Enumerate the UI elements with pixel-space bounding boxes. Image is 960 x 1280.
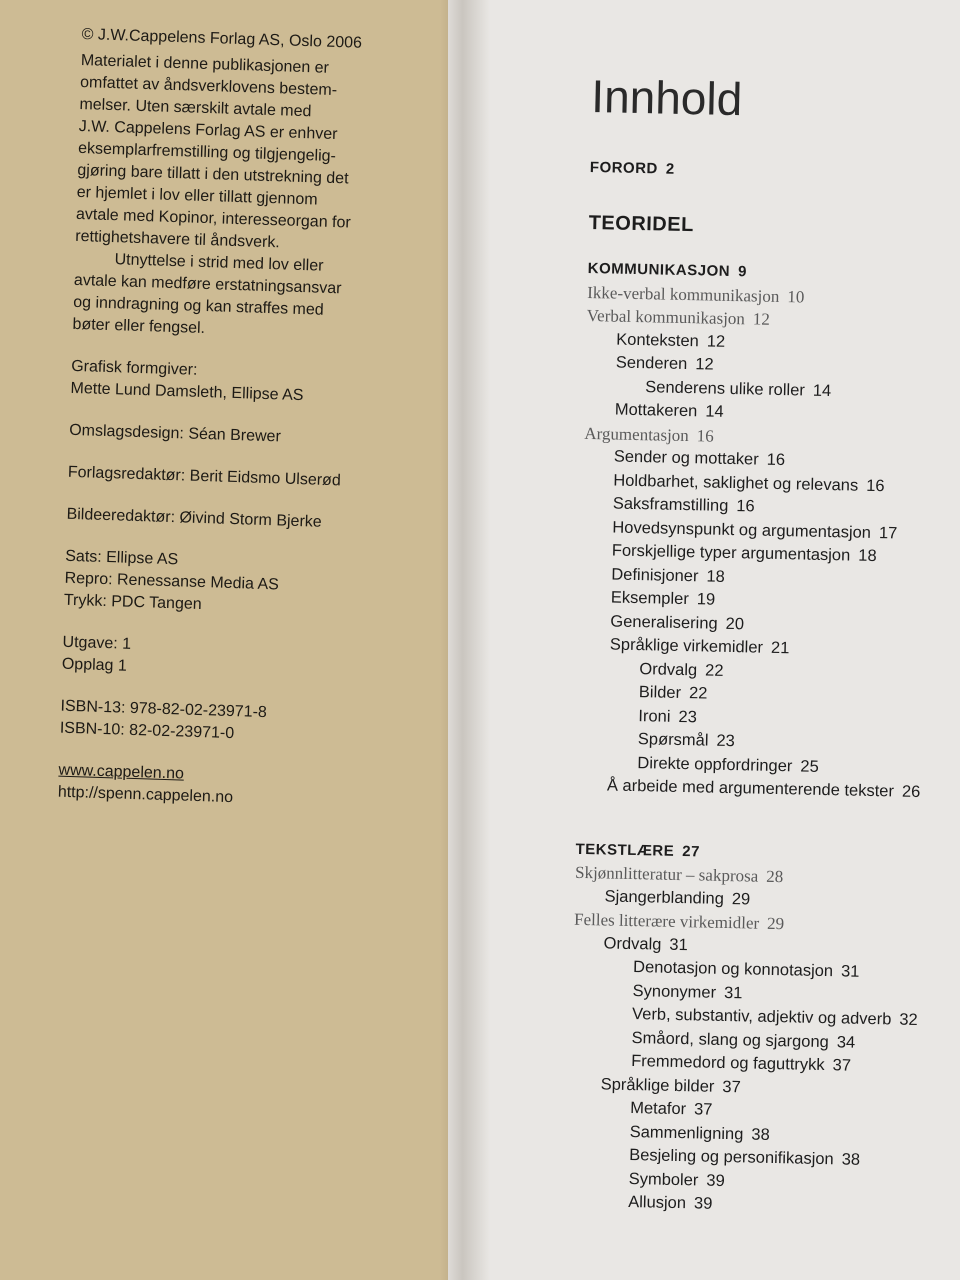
toc-page-number: 12 <box>706 331 726 351</box>
toc-entry-title: Verbal kommunikasjon <box>586 305 746 329</box>
toc-page-number: 37 <box>693 1100 713 1119</box>
toc-entry-title: Denotasjon og konnotasjon <box>632 958 834 981</box>
toc-page-number: 28 <box>766 866 784 887</box>
edition-info <box>62 632 383 686</box>
repro: Repro: Renessanse Media AS <box>64 569 280 594</box>
toc-entry-title: KOMMUNIKASJON <box>587 259 731 280</box>
legal-line: avtale med Kopinor, interesseorgan for <box>75 205 351 232</box>
toc-page-number: 16 <box>696 425 715 446</box>
isbn-13: ISBN-13: 978-82-02-23971-8 <box>60 697 268 722</box>
toc-entry-title: Holdbarhet, saklighet og relevans <box>613 471 859 495</box>
legal-line: og inndragning og kan straffes med <box>72 293 324 319</box>
toc-page-number: 38 <box>841 1150 861 1169</box>
toc-entry-title: Sender og mottaker <box>613 447 759 469</box>
toc-page-number: 27 <box>682 842 701 860</box>
toc-entry-title: Ordvalg <box>639 659 698 679</box>
page-title: Innhold <box>590 69 743 126</box>
toc-entry-title: Spørsmål <box>637 730 709 750</box>
toc-entry-title: Sammenligning <box>629 1122 744 1143</box>
toc-entry-title: Synonymer <box>632 981 717 1002</box>
toc-entry-title: Senderens ulike roller <box>645 377 806 400</box>
toc-entry-title: Konteksten <box>616 330 700 350</box>
toc-entry-title: Mottakeren <box>614 400 698 421</box>
toc-entry-title: Besjeling og personifikasjon <box>629 1146 834 1169</box>
toc-entry <box>588 211 960 243</box>
toc-page-number: 31 <box>840 962 860 981</box>
toc-page-number: 19 <box>696 590 716 609</box>
cover-credit <box>69 420 390 452</box>
toc-entry-title: Skjønnlitteratur – sakprosa <box>574 862 759 886</box>
toc-entry-title: Eksempler <box>610 588 689 609</box>
toc-entry-title: Ikke-verbal kommunikasjon <box>587 282 780 306</box>
toc-entry-title: Sjangerblanding <box>604 886 725 908</box>
isbn-10: ISBN-10: 82-02-23971-0 <box>59 719 235 743</box>
web-links <box>57 760 378 814</box>
toc-entry-title: Ironi <box>638 706 671 726</box>
legal-line: er hjemlet i lov eller tillatt gjennom <box>76 183 318 209</box>
toc-entry-title: TEORIDEL <box>588 211 695 236</box>
legal-line: omfattet av åndsverklovens bestem- <box>79 73 338 100</box>
toc-entry-title: Bilder <box>638 683 682 703</box>
toc-page-number: 14 <box>705 402 724 421</box>
toc-entry-title: Forskjellige typer argumentasjon <box>611 541 851 565</box>
legal-line: Materialet i denne publikasjonen er <box>80 51 330 77</box>
toc-page-number: 29 <box>731 889 751 908</box>
toc-page-number: 20 <box>725 614 745 633</box>
legal-line: Utnyttelse i strid med lov eller <box>114 251 324 275</box>
toc-page-number: 37 <box>722 1077 741 1096</box>
toc-entry-title: Direkte oppfordringer <box>637 753 793 775</box>
legal-line: melser. Uten særskilt avtale med <box>79 95 312 121</box>
toc-page-number: 16 <box>865 476 885 495</box>
toc-page-number: 22 <box>704 661 724 680</box>
toc-entry-title: Å arbeide med argumenterende tekster <box>606 776 895 801</box>
toc-entry-title: Definisjoner <box>611 565 699 585</box>
toc-entry-title: Generalisering <box>610 612 718 633</box>
legal-line: bøter eller fengsel. <box>72 315 206 338</box>
toc-page-number: 37 <box>832 1056 852 1075</box>
designer-credit <box>70 356 391 410</box>
page-gutter <box>440 0 490 1280</box>
toc-entry-title: Fremmedord og faguttrykk <box>630 1052 825 1075</box>
toc-page-number: 23 <box>716 731 736 751</box>
designer-name: Mette Lund Damsleth, Ellipse AS <box>70 379 304 405</box>
toc-page-number: 39 <box>693 1194 713 1213</box>
toc-entry-title: Språklige bilder <box>600 1074 715 1096</box>
toc-page-number: 31 <box>723 983 743 1002</box>
toc-page-number: 22 <box>688 684 708 703</box>
editor-credit <box>68 462 389 494</box>
toc-page-number: 2 <box>665 160 675 178</box>
legal-line: eksemplarfremstilling og tilgjengelig- <box>77 139 337 166</box>
picture-editor: Bildeeredaktør: Øivind Storm Bjerke <box>66 505 322 531</box>
spenn-link[interactable]: http://spenn.cappelen.no <box>57 783 234 807</box>
toc-page-number: 9 <box>737 263 748 281</box>
toc-entry-title: Metafor <box>629 1099 687 1119</box>
imprint-text <box>57 24 401 814</box>
toc-page-number: 12 <box>695 355 714 374</box>
toc-page-number: 32 <box>899 1010 918 1030</box>
toc-page-number: 10 <box>787 286 805 306</box>
toc-entry-title: FORORD <box>589 158 659 178</box>
legal-line: avtale kan medføre erstatningsansvar <box>73 271 342 298</box>
toc-page-number: 26 <box>901 782 921 802</box>
toc-page-number: 12 <box>752 309 771 329</box>
toc-entry <box>590 156 960 188</box>
toc-entry-title: Småord, slang og sjargong <box>631 1028 830 1051</box>
toc-page-number: 21 <box>770 638 790 658</box>
toc-page-number: 34 <box>836 1032 856 1052</box>
toc-entry-title: Symboler <box>628 1169 699 1189</box>
toc-page-number: 25 <box>800 757 819 776</box>
toc-entry-title: Saksframstilling <box>612 494 729 515</box>
toc-page-number: 39 <box>706 1171 725 1190</box>
website-link[interactable]: www.cappelen.no <box>58 761 185 783</box>
legal-notice <box>72 50 401 346</box>
toc-entry-title: Felles litterære virkemidler <box>573 909 760 933</box>
isbn-info <box>60 696 381 750</box>
print-run: Opplag 1 <box>61 655 128 675</box>
edition: Utgave: 1 <box>62 633 132 653</box>
production-credits <box>64 546 386 622</box>
toc-page-number: 18 <box>858 546 877 566</box>
typesetting: Sats: Ellipse AS <box>65 547 179 569</box>
legal-line: rettighetshavere til åndsverk. <box>75 227 281 252</box>
toc-page-number: 38 <box>751 1125 770 1144</box>
toc-entry-title: TEKSTLÆRE <box>575 840 675 860</box>
toc-page-number: 17 <box>878 523 898 542</box>
toc-list <box>568 156 960 1221</box>
toc-entry-title: Språklige virkemidler <box>609 635 764 657</box>
publishing-editor: Forlagsredaktør: Berit Eidsmo Ulserød <box>67 463 342 490</box>
toc-entry-title: Hovedsynspunkt og argumentasjon <box>612 518 872 542</box>
legal-line: J.W. Cappelens Forlag AS er enhver <box>78 117 338 144</box>
cover-designer: Omslagsdesign: Séan Brewer <box>68 421 282 446</box>
toc-page-number: 31 <box>669 935 688 954</box>
toc-entry-title: Allusjon <box>628 1193 687 1213</box>
toc-entry-title: Senderen <box>615 353 688 374</box>
toc-page-number: 14 <box>812 381 832 400</box>
toc-entry-title: Argumentasjon <box>584 423 690 445</box>
printing: Trykk: PDC Tangen <box>63 591 202 614</box>
toc-page-number: 18 <box>706 567 726 586</box>
toc-entry-title: Ordvalg <box>603 933 662 954</box>
table-of-contents <box>568 66 960 1221</box>
toc-page-number: 29 <box>766 913 785 934</box>
copyright-line: © J.W.Cappelens Forlag AS, Oslo 2006 <box>81 25 363 52</box>
designer-label: Grafisk formgiver: <box>70 357 198 379</box>
legal-line: gjøring bare tillatt i den utstrekning det <box>77 161 349 188</box>
picture-editor-credit <box>66 504 387 536</box>
toc-page-number: 16 <box>766 450 786 470</box>
toc-entry-title: Verb, substantiv, adjektiv og adverb <box>631 1005 892 1029</box>
toc-page-number: 23 <box>678 707 698 726</box>
toc-page-number: 16 <box>736 497 755 516</box>
